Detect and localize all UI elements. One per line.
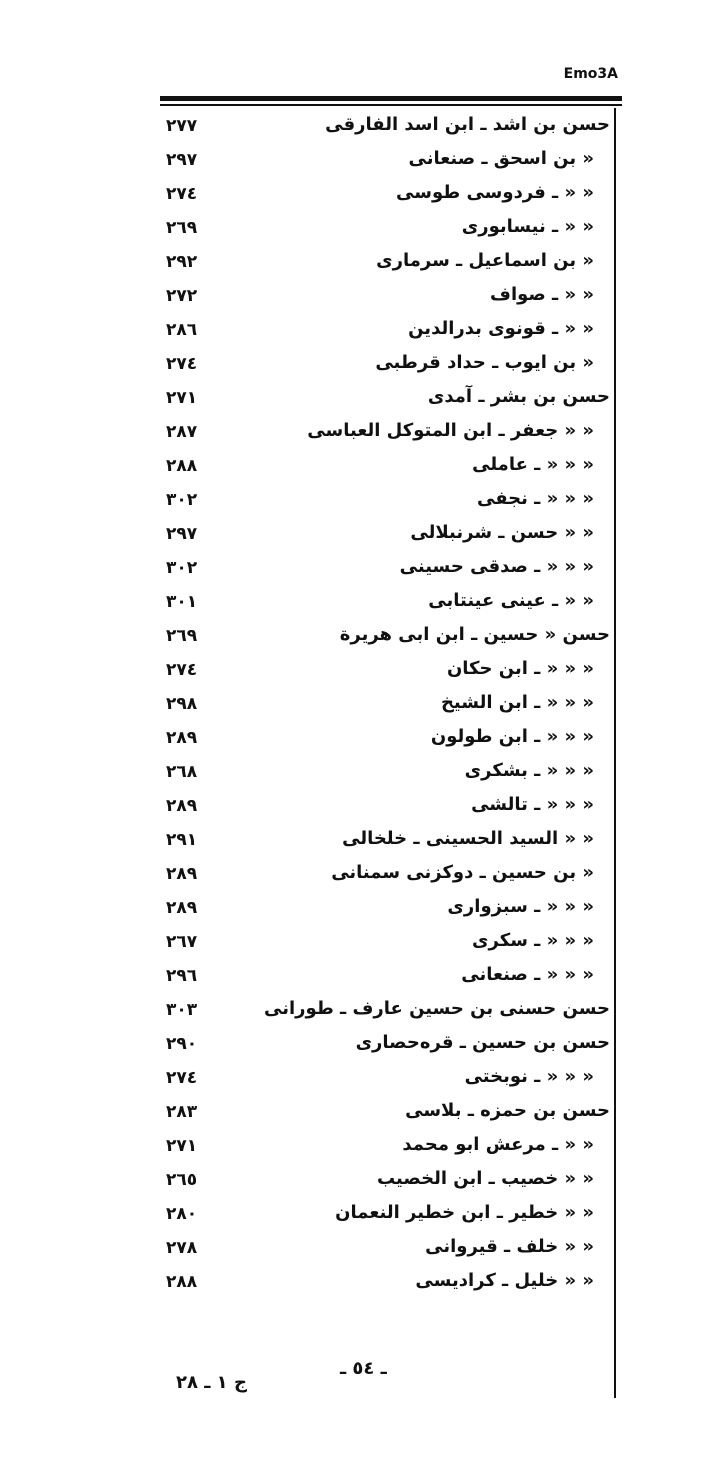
entry-page-number: ٢٩٠	[166, 1034, 198, 1054]
entry-name: « « « ـ ابن طولون	[430, 726, 594, 747]
index-entry	[160, 1234, 610, 1268]
entry-name: « « ـ نیسابوری	[461, 216, 594, 237]
entry-name: « « « ـ ابن حكان	[446, 658, 594, 679]
entry-page-number: ٢٨٩	[166, 898, 198, 918]
index-entry	[160, 962, 610, 996]
margin-rule	[614, 108, 616, 1398]
entry-page-number: ٢٧٢	[166, 286, 198, 306]
index-entry	[160, 1132, 610, 1166]
entry-page-number: ٢٧٤	[166, 1068, 198, 1088]
entry-page-number: ٣٠٢	[166, 558, 198, 578]
entry-page-number: ٢٨٨	[166, 1272, 198, 1292]
index-entry	[160, 1166, 610, 1200]
index-entry	[160, 180, 610, 214]
index-entry	[160, 554, 610, 588]
entry-name: « « ـ عینی عینتابی	[428, 590, 594, 611]
entry-page-number: ٢٧٨	[166, 1238, 198, 1258]
entry-page-number: ٣٠٢	[166, 490, 198, 510]
index-entry	[160, 418, 610, 452]
entry-page-number: ٢٧٧	[166, 116, 198, 136]
entry-page-number: ٢٨٦	[166, 320, 198, 340]
index-entry	[160, 758, 610, 792]
entry-page-number: ٢٩١	[166, 830, 198, 850]
index-entry	[160, 656, 610, 690]
signature-code: ج ١ ـ ٢٨	[176, 1372, 247, 1393]
entry-page-number: ٣٠٣	[166, 1000, 198, 1020]
index-entry	[160, 860, 610, 894]
index-entries	[160, 112, 610, 1302]
entry-page-number: ٢٩٦	[166, 966, 198, 986]
entry-name: « بن حسین ـ دوكزنی سمنانی	[331, 862, 594, 883]
index-entry	[160, 1098, 610, 1132]
entry-name: حسن حسنی بن حسین عارف ـ طورانی	[264, 998, 610, 1019]
entry-name: « « جعفر ـ ابن المتوكل العباسی	[307, 420, 594, 441]
entry-name: « « ـ قونوی بدرالدین	[408, 318, 594, 339]
entry-name: « « « ـ صنعانی	[461, 964, 594, 985]
entry-name: « « « ـ نجفی	[477, 488, 594, 509]
entry-name: « « خلف ـ قیروانی	[425, 1236, 594, 1257]
entry-page-number: ٢٦٧	[166, 932, 198, 952]
entry-name: « « ـ صواف	[490, 284, 594, 305]
entry-name: « « حسن ـ شرنبلالی	[410, 522, 594, 543]
index-entry	[160, 520, 610, 554]
entry-page-number: ٢٨٧	[166, 422, 198, 442]
index-entry	[160, 1064, 610, 1098]
entry-name: « « السید الحسینی ـ خلخالی	[342, 828, 594, 849]
entry-name: « بن اسحق ـ صنعانی	[408, 148, 594, 169]
index-entry	[160, 486, 610, 520]
entry-name: حسن بن بشر ـ آمدی	[427, 386, 610, 407]
entry-name: « « « ـ بشكری	[464, 760, 594, 781]
entry-name: « بن اسماعیل ـ سرماری	[376, 250, 594, 271]
index-entry	[160, 384, 610, 418]
header-rule	[160, 96, 622, 101]
entry-page-number: ٢٨٨	[166, 456, 198, 476]
header-code: Emo3A	[563, 66, 618, 82]
entry-page-number: ٢٨٠	[166, 1204, 198, 1224]
entry-page-number: ٢٩٧	[166, 150, 198, 170]
index-entry	[160, 1268, 610, 1302]
entry-page-number: ٢٨٣	[166, 1102, 198, 1122]
entry-page-number: ٢٧٤	[166, 660, 198, 680]
index-entry	[160, 248, 610, 282]
index-entry	[160, 792, 610, 826]
entry-name: « بن ایوب ـ حداد قرطبی	[375, 352, 594, 373]
index-entry	[160, 996, 610, 1030]
index-entry	[160, 1030, 610, 1064]
header-rule-thin	[160, 104, 622, 106]
entry-page-number: ٢٨٩	[166, 728, 198, 748]
index-entry	[160, 452, 610, 486]
entry-page-number: ٢٧١	[166, 388, 198, 408]
entry-page-number: ٣٠١	[166, 592, 198, 612]
entry-page-number: ٢٧٤	[166, 184, 198, 204]
index-entry	[160, 146, 610, 180]
entry-page-number: ٢٦٨	[166, 762, 198, 782]
entry-page-number: ٢٨٩	[166, 796, 198, 816]
entry-name: حسن « حسین ـ ابن ابی هریرة	[339, 624, 610, 645]
page-number: ـ ٥٤ ـ	[340, 1358, 387, 1379]
index-entry	[160, 622, 610, 656]
index-entry	[160, 894, 610, 928]
entry-name: « « « ـ سكری	[472, 930, 594, 951]
entry-name: « « « ـ سبزواری	[447, 896, 594, 917]
entry-name: « « « ـ عاملی	[472, 454, 594, 475]
entry-page-number: ٢٧١	[166, 1136, 198, 1156]
index-entry	[160, 214, 610, 248]
index-entry	[160, 588, 610, 622]
entry-name: « « خلیل ـ كرادیسی	[415, 1270, 594, 1291]
index-entry	[160, 826, 610, 860]
entry-page-number: ٢٦٥	[166, 1170, 198, 1190]
entry-page-number: ٢٩٢	[166, 252, 198, 272]
index-entry	[160, 282, 610, 316]
entry-name: « « « ـ ابن الشیخ	[440, 692, 594, 713]
entry-name: « « « ـ نوبختی	[464, 1066, 594, 1087]
entry-name: « « ـ فردوسی طوسی	[396, 182, 594, 203]
entry-name: « « خصیب ـ ابن الخصیب	[376, 1168, 594, 1189]
entry-page-number: ٢٦٩	[166, 626, 198, 646]
index-entry	[160, 112, 610, 146]
entry-page-number: ٢٨٩	[166, 864, 198, 884]
index-entry	[160, 724, 610, 758]
entry-page-number: ٢٧٤	[166, 354, 198, 374]
entry-name: « « ـ مرعش ابو محمد	[402, 1134, 594, 1155]
entry-page-number: ٢٦٩	[166, 218, 198, 238]
index-entry	[160, 316, 610, 350]
entry-name: حسن بن حسین ـ قره‌حصاری	[355, 1032, 610, 1053]
entry-name: « « خطیر ـ ابن خطیر النعمان	[335, 1202, 594, 1223]
entry-name: حسن بن اشد ـ ابن اسد الفارقی	[325, 114, 610, 135]
entry-page-number: ٢٩٨	[166, 694, 198, 714]
entry-name: « « « ـ صدقی حسینی	[399, 556, 594, 577]
index-entry	[160, 350, 610, 384]
index-entry	[160, 928, 610, 962]
index-entry	[160, 690, 610, 724]
entry-page-number: ٢٩٧	[166, 524, 198, 544]
entry-name: حسن بن حمزه ـ بلاسی	[405, 1100, 610, 1121]
entry-name: « « « ـ تالشی	[471, 794, 594, 815]
index-entry	[160, 1200, 610, 1234]
